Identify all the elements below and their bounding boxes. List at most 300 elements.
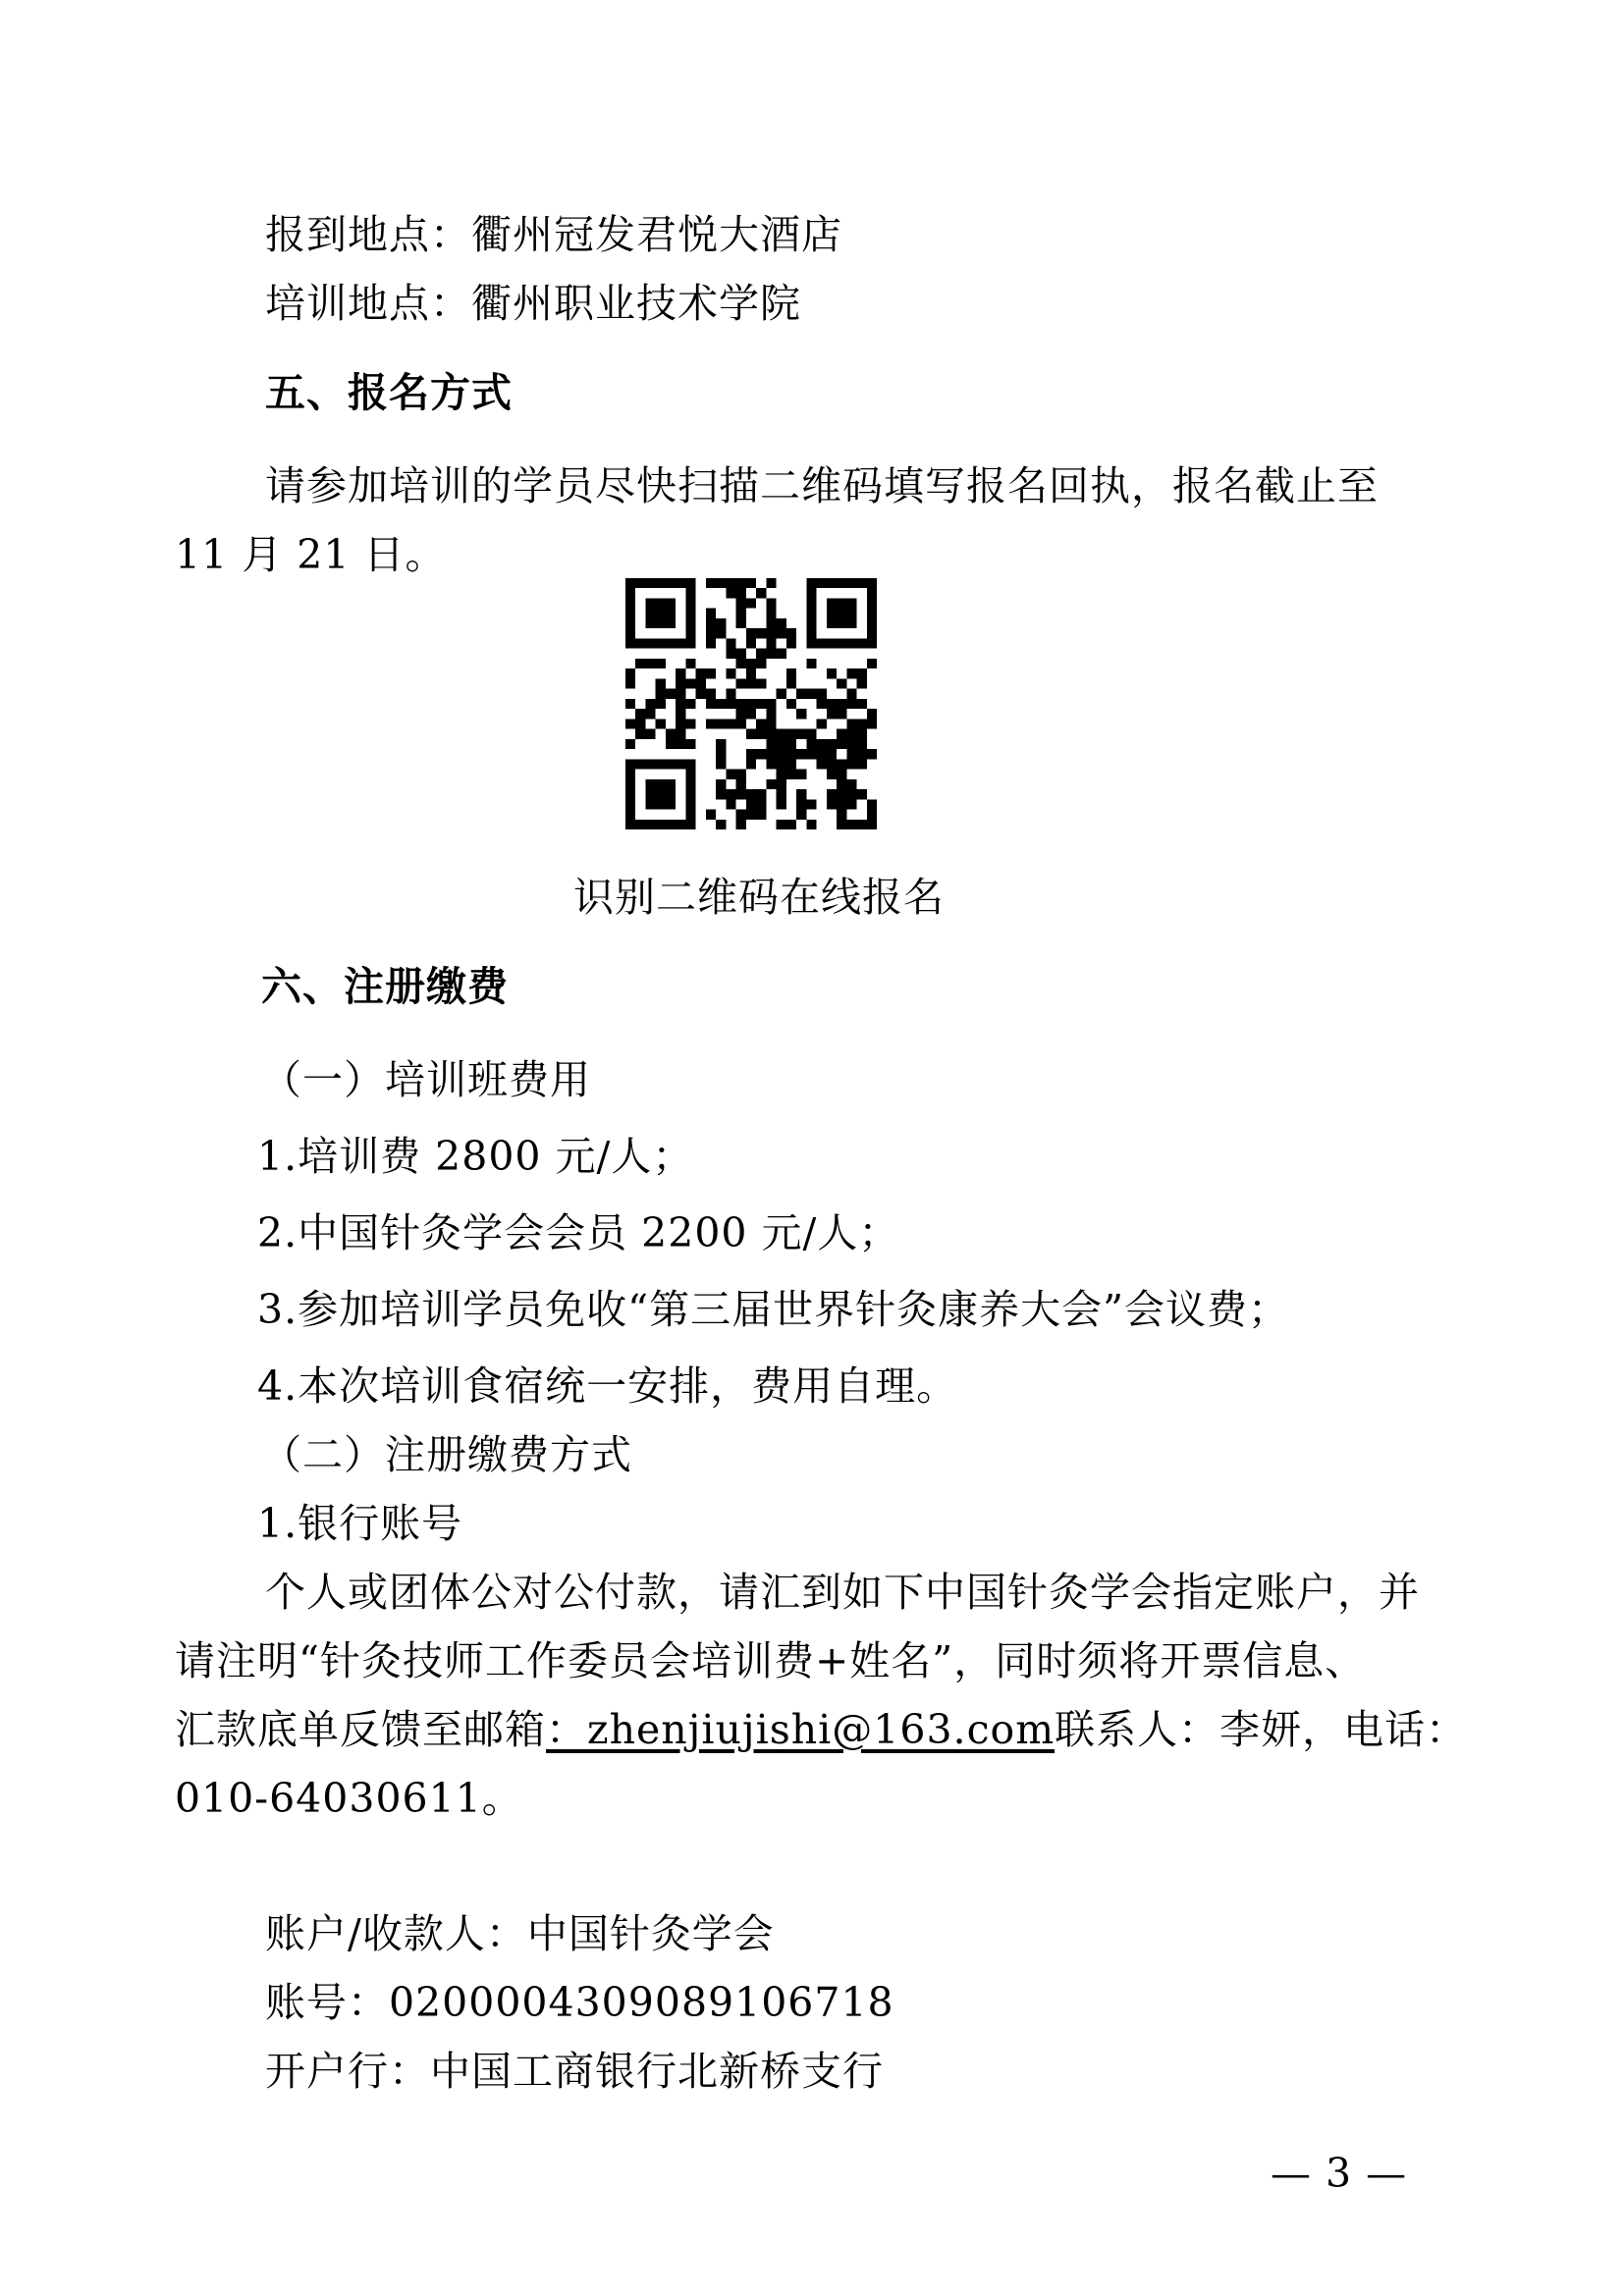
qr-module — [645, 789, 655, 799]
qr-module — [777, 618, 786, 628]
qr-module — [625, 668, 635, 678]
qr-module — [645, 638, 655, 648]
qr-module — [716, 578, 726, 588]
qr-module — [645, 598, 655, 608]
qr-module — [656, 789, 666, 799]
qr-module — [786, 668, 796, 678]
qr-module — [846, 598, 856, 608]
qr-module — [666, 799, 676, 809]
qr-module — [777, 628, 786, 638]
qr-module — [746, 699, 756, 709]
qr-module — [777, 739, 786, 749]
qr-module — [746, 810, 756, 820]
qr-module — [827, 598, 837, 608]
payment-paragraph-prefix: 汇款底单反馈至邮箱 — [175, 1706, 546, 1753]
page-number: — 3 — — [1271, 2150, 1408, 2197]
qr-module — [806, 659, 816, 668]
qr-module — [827, 799, 837, 809]
qr-module — [846, 719, 856, 728]
qr-module — [806, 578, 816, 588]
qr-module — [837, 598, 846, 608]
qr-module — [685, 598, 695, 608]
qr-module — [736, 820, 746, 829]
qr-module — [837, 770, 846, 779]
qr-module — [846, 729, 856, 739]
qr-module — [656, 609, 666, 618]
payment-paragraph-line-4: 010-64030611。 — [175, 1775, 523, 1822]
qr-module — [696, 668, 706, 678]
qr-module — [817, 759, 827, 769]
qr-module — [706, 668, 716, 678]
qr-module — [766, 719, 776, 728]
qr-module — [766, 638, 776, 648]
qr-module — [656, 618, 666, 628]
qr-module — [837, 789, 846, 799]
qr-module — [685, 588, 695, 598]
qr-module — [726, 799, 735, 809]
qr-module — [827, 668, 837, 678]
section-heading-registration: 五、报名方式 — [265, 369, 513, 416]
qr-module — [716, 628, 726, 638]
qr-module — [666, 609, 676, 618]
qr-module — [685, 759, 695, 769]
qr-module — [625, 588, 635, 598]
qr-module — [786, 729, 796, 739]
qr-module — [786, 759, 796, 769]
qr-module — [726, 719, 735, 728]
qr-module — [625, 678, 635, 688]
qr-module — [746, 789, 756, 799]
qr-module — [777, 799, 786, 809]
qr-module — [867, 820, 877, 829]
qr-module — [846, 609, 856, 618]
qr-module — [736, 789, 746, 799]
qr-module — [746, 749, 756, 759]
qr-module — [756, 789, 766, 799]
qr-module — [625, 739, 635, 749]
qr-module — [756, 810, 766, 820]
qr-module — [766, 618, 776, 628]
section-heading-fees: 六、注册缴费 — [261, 963, 509, 1010]
qr-module — [746, 628, 756, 638]
payment-paragraph-line-2: 请注明“针灸技师工作委员会培训费+姓名”，同时须将开票信息、 — [175, 1637, 1367, 1684]
qr-module — [827, 770, 837, 779]
qr-module — [736, 578, 746, 588]
qr-module — [756, 659, 766, 668]
qr-module — [837, 729, 846, 739]
qr-module — [766, 628, 776, 638]
qr-module — [777, 820, 786, 829]
qr-module — [806, 820, 816, 829]
fee-item-2: 2.中国针灸学会会员 2200 元/人； — [257, 1209, 900, 1256]
qr-module — [766, 609, 776, 618]
qr-module — [846, 689, 856, 699]
qr-module — [685, 609, 695, 618]
qr-module — [857, 729, 867, 739]
qr-module — [736, 609, 746, 618]
qr-module — [857, 699, 867, 709]
qr-module — [656, 578, 666, 588]
qr-module — [736, 770, 746, 779]
qr-module — [867, 709, 877, 719]
qr-module — [625, 770, 635, 779]
qr-module — [676, 739, 685, 749]
qr-module — [706, 628, 716, 638]
qr-module — [685, 810, 695, 820]
qr-module — [666, 578, 676, 588]
qr-module — [656, 719, 666, 728]
qr-module — [656, 820, 666, 829]
qr-module — [736, 709, 746, 719]
qr-module — [625, 699, 635, 709]
fee-item-1: 1.培训费 2800 元/人； — [257, 1133, 694, 1180]
account-number: 账号：0200004309089106718 — [265, 1979, 894, 2026]
qr-module — [676, 709, 685, 719]
qr-module — [846, 820, 856, 829]
qr-module — [796, 799, 806, 809]
qr-module — [736, 719, 746, 728]
qr-module — [716, 820, 726, 829]
qr-module — [676, 689, 685, 699]
bank-name: 开户行：中国工商银行北新桥支行 — [265, 2048, 884, 2095]
qr-module — [857, 578, 867, 588]
qr-module — [806, 739, 816, 749]
qr-module — [867, 609, 877, 618]
qr-module — [736, 618, 746, 628]
qr-module — [716, 739, 726, 749]
qr-module — [685, 779, 695, 789]
qr-module — [685, 789, 695, 799]
qr-module — [625, 779, 635, 789]
training-location: 培训地点：衢州职业技术学院 — [265, 280, 801, 327]
qr-module — [846, 779, 856, 789]
qr-module — [635, 820, 645, 829]
qr-module — [706, 638, 716, 648]
qr-module — [867, 578, 877, 588]
qr-module — [736, 659, 746, 668]
qr-module — [666, 739, 676, 749]
qr-module — [857, 759, 867, 769]
qr-module — [777, 779, 786, 789]
qr-module — [696, 678, 706, 688]
qr-module — [766, 699, 776, 709]
qr-module — [736, 588, 746, 598]
qr-module — [837, 618, 846, 628]
qr-module — [716, 779, 726, 789]
qr-module — [746, 729, 756, 739]
qr-module — [676, 759, 685, 769]
qr-module — [827, 618, 837, 628]
qr-module — [766, 779, 776, 789]
qr-module — [827, 789, 837, 799]
bank-account-heading: 1.银行账号 — [257, 1500, 463, 1547]
qr-module — [746, 668, 756, 678]
account-name: 账户/收款人：中国针灸学会 — [265, 1910, 775, 1957]
qr-module — [867, 749, 877, 759]
qr-module — [685, 799, 695, 809]
qr-module — [645, 609, 655, 618]
qr-module — [685, 699, 695, 709]
qr-module — [827, 759, 837, 769]
qr-module — [827, 578, 837, 588]
qr-module — [827, 739, 837, 749]
qr-module — [736, 779, 746, 789]
qr-module — [696, 689, 706, 699]
qr-module — [857, 739, 867, 749]
qr-module — [837, 699, 846, 709]
qr-module — [837, 638, 846, 648]
qr-module — [706, 618, 716, 628]
qr-module — [645, 820, 655, 829]
qr-module — [846, 699, 856, 709]
qr-module — [645, 699, 655, 709]
qr-module — [645, 759, 655, 769]
qr-module — [656, 678, 666, 688]
qr-module — [867, 810, 877, 820]
qr-module — [806, 628, 816, 638]
qr-module — [666, 638, 676, 648]
qr-module — [635, 578, 645, 588]
qr-module — [796, 810, 806, 820]
qr-module — [766, 709, 776, 719]
qr-module — [766, 649, 776, 659]
qr-module — [817, 739, 827, 749]
qr-module — [666, 598, 676, 608]
qr-module — [777, 729, 786, 739]
qr-module — [676, 719, 685, 728]
qr-module — [786, 699, 796, 709]
qr-module — [666, 729, 676, 739]
qr-module — [676, 668, 685, 678]
qr-module — [726, 699, 735, 709]
qr-module — [796, 749, 806, 759]
qr-module — [746, 799, 756, 809]
qr-module — [817, 638, 827, 648]
qr-module — [625, 799, 635, 809]
qr-module — [837, 779, 846, 789]
qr-module — [685, 739, 695, 749]
qr-module — [766, 759, 776, 769]
qr-module — [786, 678, 796, 688]
qr-module — [645, 779, 655, 789]
qr-module — [746, 638, 756, 648]
qr-code-image[interactable] — [625, 578, 877, 829]
qr-module — [817, 699, 827, 709]
qr-module — [766, 598, 776, 608]
qr-module — [817, 689, 827, 699]
qr-module — [766, 739, 776, 749]
qr-module — [806, 638, 816, 648]
qr-module — [666, 689, 676, 699]
qr-module — [625, 638, 635, 648]
qr-module — [685, 719, 695, 728]
qr-module — [635, 659, 645, 668]
qr-module — [746, 678, 756, 688]
registration-paragraph-line-2: 11 月 21 日。 — [175, 531, 447, 578]
qr-module — [806, 729, 816, 739]
qr-module — [676, 578, 685, 588]
qr-module — [625, 719, 635, 728]
registration-paragraph-line-1: 请参加培训的学员尽快扫描二维码填写报名回执，报名截止至 — [265, 462, 1379, 509]
qr-module — [837, 678, 846, 688]
qr-module — [827, 749, 837, 759]
qr-module — [625, 759, 635, 769]
qr-module — [796, 689, 806, 699]
qr-module — [635, 729, 645, 739]
qr-module — [706, 578, 716, 588]
qr-module — [726, 789, 735, 799]
qr-module — [786, 820, 796, 829]
qr-module — [837, 578, 846, 588]
qr-module — [786, 638, 796, 648]
qr-module — [796, 770, 806, 779]
qr-module — [777, 649, 786, 659]
qr-module — [746, 759, 756, 769]
qr-module — [846, 739, 856, 749]
qr-module — [625, 618, 635, 628]
qr-module — [685, 678, 695, 688]
qr-module — [867, 618, 877, 628]
qr-module — [846, 759, 856, 769]
qr-module — [716, 749, 726, 759]
qr-module — [635, 719, 645, 728]
qr-module — [857, 678, 867, 688]
qr-module — [656, 659, 666, 668]
qr-module — [706, 689, 716, 699]
qr-module — [777, 789, 786, 799]
qr-module — [857, 668, 867, 678]
qr-module — [827, 699, 837, 709]
qr-module — [635, 709, 645, 719]
qr-module — [625, 598, 635, 608]
qr-module — [827, 709, 837, 719]
qr-module — [817, 749, 827, 759]
qr-module — [736, 699, 746, 709]
qr-module — [645, 709, 655, 719]
qr-module — [846, 799, 856, 809]
qr-module — [736, 598, 746, 608]
qr-module — [726, 770, 735, 779]
qr-module — [685, 659, 695, 668]
qr-module — [846, 578, 856, 588]
qr-module — [746, 709, 756, 719]
qr-module — [656, 799, 666, 809]
qr-module — [635, 759, 645, 769]
qr-module — [645, 618, 655, 628]
qr-module — [726, 578, 735, 588]
qr-module — [625, 609, 635, 618]
qr-module — [625, 578, 635, 588]
qr-module — [756, 628, 766, 638]
qr-module — [625, 628, 635, 638]
qr-module — [645, 578, 655, 588]
check-in-location: 报到地点：衢州冠发君悦大酒店 — [265, 211, 842, 258]
qr-module — [827, 609, 837, 618]
qr-module — [756, 719, 766, 728]
qr-module — [676, 678, 685, 688]
qr-module — [726, 668, 735, 678]
qr-module — [846, 668, 856, 678]
qr-module — [867, 638, 877, 648]
qr-module — [726, 588, 735, 598]
qr-module — [756, 678, 766, 688]
qr-module — [716, 719, 726, 728]
qr-module — [676, 729, 685, 739]
fee-item-3: 3.参加培训学员免收“第三届世界针灸康养大会”会议费； — [257, 1286, 1290, 1333]
qr-module — [857, 719, 867, 728]
qr-module — [777, 770, 786, 779]
qr-module — [837, 799, 846, 809]
qr-module — [645, 799, 655, 809]
qr-module — [676, 820, 685, 829]
qr-module — [676, 638, 685, 648]
qr-module — [867, 799, 877, 809]
qr-module — [777, 759, 786, 769]
qr-module — [756, 729, 766, 739]
qr-module — [716, 789, 726, 799]
qr-module — [736, 810, 746, 820]
payment-paragraph-line-1: 个人或团体公对公付款，请汇到如下中国针灸学会指定账户，并 — [265, 1569, 1420, 1616]
qr-module — [786, 628, 796, 638]
qr-module — [806, 749, 816, 759]
qr-module — [806, 689, 816, 699]
fee-item-4: 4.本次培训食宿统一安排，费用自理。 — [257, 1362, 958, 1410]
qr-module — [666, 789, 676, 799]
qr-module — [706, 609, 716, 618]
qr-module — [796, 789, 806, 799]
qr-module — [756, 588, 766, 598]
qr-module — [726, 638, 735, 648]
qr-module — [726, 689, 735, 699]
qr-module — [656, 638, 666, 648]
qr-module — [746, 578, 756, 588]
qr-module — [857, 638, 867, 648]
qr-module — [625, 810, 635, 820]
qr-module — [786, 770, 796, 779]
qr-module — [706, 699, 716, 709]
qr-module — [777, 689, 786, 699]
qr-module — [706, 719, 716, 728]
qr-module — [635, 638, 645, 648]
qr-module — [716, 759, 726, 769]
qr-module — [867, 659, 877, 668]
fees-subheading: （一）培训班费用 — [261, 1056, 591, 1103]
qr-module — [867, 598, 877, 608]
qr-module — [656, 699, 666, 709]
qr-module — [796, 729, 806, 739]
qr-module — [867, 588, 877, 598]
qr-module — [625, 820, 635, 829]
qr-module — [806, 588, 816, 598]
email-link[interactable]: ：zhenjiujishi@163.com — [546, 1706, 1056, 1753]
qr-caption: 识别二维码在线报名 — [573, 874, 945, 921]
qr-module — [817, 578, 827, 588]
qr-module — [846, 638, 856, 648]
qr-module — [746, 659, 756, 668]
qr-module — [666, 820, 676, 829]
qr-module — [837, 709, 846, 719]
qr-module — [857, 789, 867, 799]
qr-module — [716, 699, 726, 709]
qr-module — [726, 649, 735, 659]
qr-module — [685, 578, 695, 588]
qr-module — [786, 749, 796, 759]
qr-module — [656, 759, 666, 769]
qr-module — [806, 598, 816, 608]
qr-module — [837, 810, 846, 820]
qr-module — [756, 799, 766, 809]
qr-module — [756, 699, 766, 709]
